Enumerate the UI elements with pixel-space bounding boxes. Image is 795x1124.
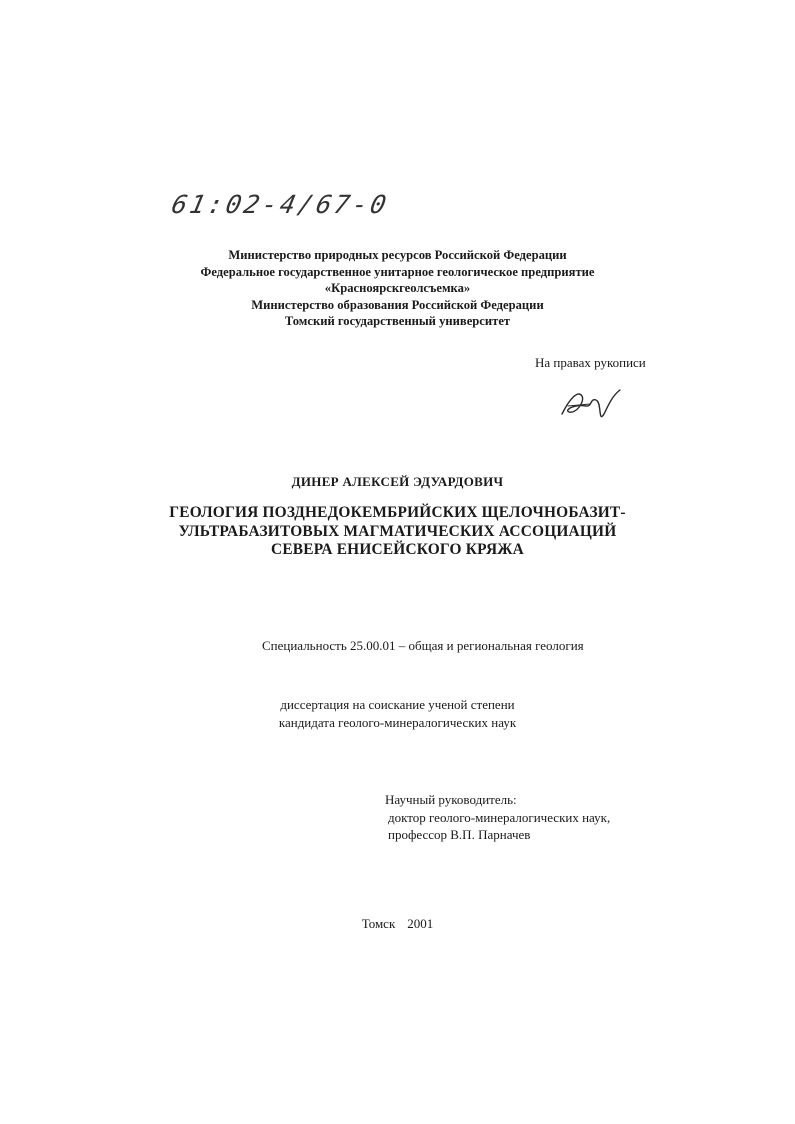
- organization-line: Министерство природных ресурсов Российской Федерации: [228, 248, 567, 262]
- organization-line: Томский государственный университет: [284, 314, 511, 329]
- place-and-year: [0, 916, 795, 932]
- title-line: УЛЬТРАБАЗИТОВЫХ МАГМАТИЧЕСКИХ АССОЦИАЦИЙ: [178, 522, 617, 540]
- author-name: ДИНЕР АЛЕКСЕЙ ЭДУАРДОВИЧ: [291, 474, 504, 489]
- archive-number-stamp: 61:02-4/67-0: [168, 190, 392, 219]
- place: Томск: [361, 916, 396, 931]
- supervisor-name: профессор В.П. Парначев: [388, 827, 531, 842]
- title-line: СЕВЕРА ЕНИСЕЙСКОГО КРЯЖА: [271, 541, 524, 558]
- degree-statement: [0, 696, 795, 731]
- year: 2001: [407, 916, 434, 931]
- degree-line: диссертация на соискание ученой степени: [280, 697, 515, 712]
- organization-line: Министерство образования Российской Федерации: [251, 297, 544, 312]
- organization-line: Федеральное государственное унитарное геологическое предприятие: [200, 264, 595, 279]
- organizations-header: [0, 247, 795, 330]
- thesis-title: [0, 504, 795, 560]
- supervisor-degree: доктор геолого-минералогических наук,: [388, 809, 611, 825]
- title-line: ГЕОЛОГИЯ ПОЗДНЕДОКЕМБРИЙСКИХ ЩЕЛОЧНОБАЗИТ-: [169, 504, 626, 521]
- supervisor-block: [385, 791, 610, 844]
- manuscript-rights-note: На правах рукописи: [535, 355, 646, 370]
- specialty-line: Специальность 25.00.01 – общая и региональная геология: [262, 638, 584, 653]
- degree-line: кандидата геолого-минералогических наук: [278, 714, 517, 730]
- signature-icon: [560, 384, 622, 426]
- supervisor-label: Научный руководитель:: [385, 792, 517, 807]
- organization-line: «Красноярскгеолсъемка»: [324, 281, 471, 296]
